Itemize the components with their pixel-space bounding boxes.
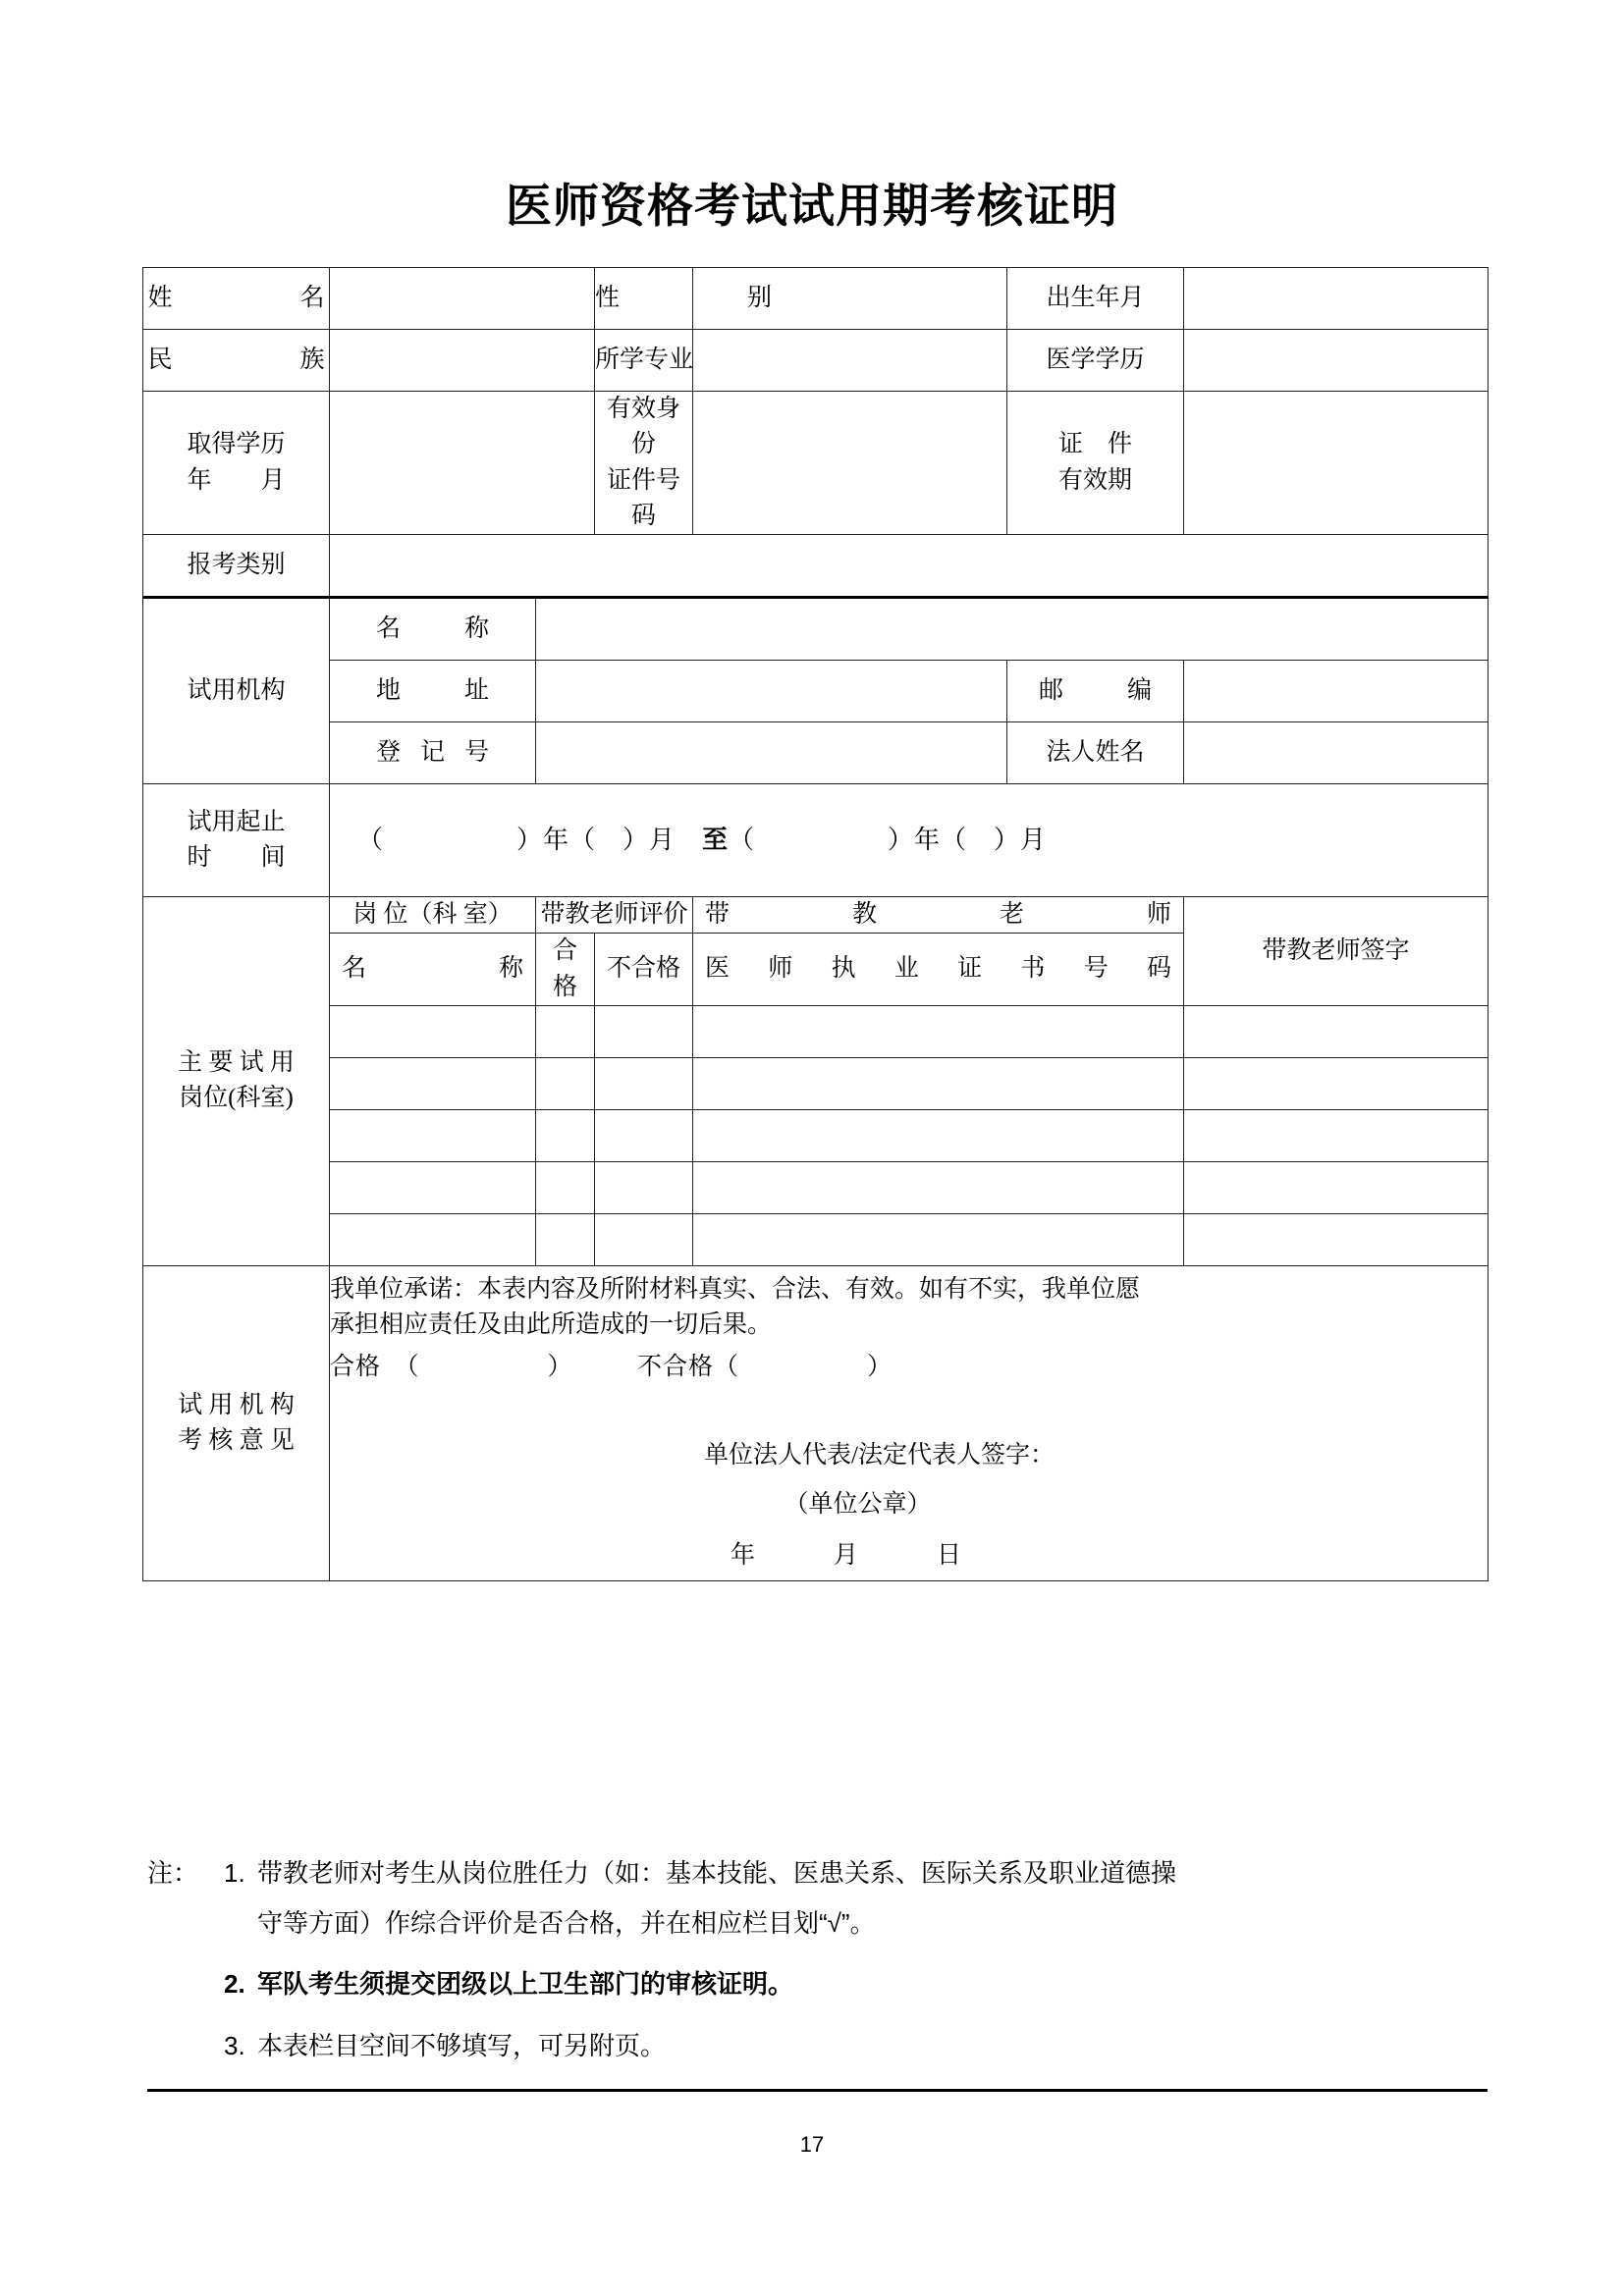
note-body-1: 带教老师对考生从岗位胜任力（如：基本技能、医患关系、医际关系及职业道德操	[257, 1858, 1177, 1888]
note-item-3	[147, 2024, 1492, 2068]
label-institution-section-text: 试用机构	[187, 676, 286, 704]
trial-period-end-text: （ ）年（ ）月	[729, 826, 1048, 855]
table-row	[143, 722, 1489, 784]
cell-pass[interactable]	[536, 1057, 595, 1109]
cell-license-no[interactable]	[693, 1005, 1184, 1057]
cell-signature[interactable]	[1184, 1213, 1489, 1265]
label-legal-person	[1007, 722, 1184, 784]
label-ethnicity	[143, 330, 330, 392]
label-ethnicity-text: 民 族	[147, 346, 325, 373]
label-id-validity-line2: 有效期	[1058, 466, 1133, 494]
cell-pass[interactable]	[536, 1109, 595, 1161]
label-degree-date-line2: 年 月	[187, 466, 286, 494]
label-register-no-text: 登记号	[376, 738, 489, 766]
label-degree-date	[143, 392, 330, 535]
table-row	[143, 268, 1489, 330]
label-register-no	[330, 722, 536, 784]
opinion-date-line	[330, 1538, 1488, 1574]
field-institution-address-value[interactable]	[536, 661, 1007, 722]
trial-period-date-line	[330, 816, 1488, 865]
table-row	[143, 1265, 1489, 1580]
cell-license-no[interactable]	[693, 1057, 1184, 1109]
col-header-fail-text: 不合格	[607, 955, 681, 983]
col-header-position-line2-text: 名 称	[342, 955, 523, 983]
cell-fail[interactable]	[595, 1057, 693, 1109]
label-medical-degree-text: 医学学历	[1046, 346, 1145, 373]
label-institution-address	[330, 661, 536, 722]
label-name	[143, 268, 330, 330]
col-header-evaluation	[536, 897, 693, 934]
label-apply-category-text: 报考类别	[187, 551, 286, 578]
label-institution-name	[330, 598, 536, 661]
table-row	[143, 598, 1489, 661]
table-row	[143, 897, 1489, 934]
cell-position-name[interactable]	[330, 1109, 536, 1161]
field-medical-degree-value[interactable]	[1184, 330, 1489, 392]
label-opinion-section	[143, 1265, 330, 1580]
form-table	[142, 267, 1489, 1581]
label-id-validity	[1007, 392, 1184, 535]
label-major-text: 所学专业	[595, 346, 694, 373]
label-institution-address-text: 地 址	[376, 676, 489, 704]
note-body-3: 本表栏目空间不够填写，可另附页。	[257, 2031, 667, 2061]
note-item-1	[147, 1851, 1492, 1896]
col-header-pass	[536, 934, 603, 1006]
label-id-number	[595, 392, 693, 535]
opinion-result-line[interactable]: 合格 （ ） 不合格（ ）	[330, 1353, 893, 1380]
label-id-validity-line1: 证 件	[1058, 431, 1133, 458]
col-header-license-line1-text: 带 教 老 师	[705, 901, 1172, 928]
label-major	[595, 330, 693, 392]
table-row	[143, 330, 1489, 392]
cell-signature[interactable]	[1184, 1005, 1489, 1057]
cell-license-no[interactable]	[693, 1213, 1184, 1265]
table-row	[143, 1057, 1489, 1109]
label-trial-period-line2: 时 间	[187, 844, 286, 871]
label-medical-degree	[1007, 330, 1184, 392]
opinion-paragraph-line2: 承担相应责任及由此所造成的一切后果。	[330, 1311, 773, 1339]
field-id-number-value[interactable]	[693, 392, 1007, 535]
field-name-value[interactable]	[330, 268, 595, 330]
label-gender-text: 性 别	[595, 284, 773, 311]
col-header-position-line1-text: 岗 位（科 室）	[352, 901, 513, 928]
cell-signature[interactable]	[1184, 1109, 1489, 1161]
table-row	[143, 535, 1489, 598]
note-body-2: 军队考生须提交团级以上卫生部门的审核证明。	[257, 1969, 794, 2000]
label-opinion-section-line2: 考 核 意 见	[178, 1426, 295, 1454]
table-row	[143, 1213, 1489, 1265]
cell-pass[interactable]	[536, 1213, 595, 1265]
field-ethnicity-value[interactable]	[330, 330, 595, 392]
table-row	[143, 784, 1489, 897]
field-legal-person-value[interactable]	[1184, 722, 1489, 784]
page-title: 医师资格考试试用期考核证明	[506, 180, 1118, 232]
trial-period-to-text: 至	[702, 826, 730, 855]
cell-fail[interactable]	[595, 1213, 693, 1265]
label-institution-name-text: 名 称	[376, 614, 489, 642]
field-register-no-value[interactable]	[536, 722, 1007, 784]
opinion-seal-text: （单位公章）	[784, 1491, 932, 1518]
label-apply-category	[143, 535, 330, 598]
field-apply-category-value[interactable]	[330, 535, 1489, 598]
opinion-signature-text: 单位法人代表/法定代表人签字：	[704, 1441, 1055, 1468]
col-header-signature	[1184, 897, 1489, 1006]
note-item-2	[147, 1962, 1492, 2006]
col-header-fail	[595, 934, 693, 1006]
field-birth-value[interactable]	[1184, 268, 1489, 330]
note-body-1-line2: 守等方面）作综合评价是否合格，并在相应栏目划“√”。	[257, 1907, 876, 1938]
cell-license-no[interactable]	[693, 1161, 1184, 1213]
field-postcode-value[interactable]	[1184, 661, 1489, 722]
label-legal-person-text: 法人姓名	[1046, 738, 1145, 766]
col-header-position-line1	[330, 897, 536, 934]
bottom-divider	[147, 2089, 1488, 2092]
label-birth-text: 出生年月	[1046, 284, 1145, 311]
label-degree-date-line1: 取得学历	[187, 431, 286, 458]
note-number-1: 1.	[224, 1858, 245, 1888]
opinion-date-text: 年 月 日	[731, 1542, 972, 1570]
cell-position-name[interactable]	[330, 1057, 536, 1109]
table-row	[143, 661, 1489, 722]
label-id-number-line2: 证件号码	[607, 466, 681, 529]
opinion-paragraph-line1: 我单位承诺：本表内容及所附材料真实、合法、有效。如有不实，我单位愿	[330, 1276, 1141, 1303]
notes-section	[147, 1851, 1492, 2074]
label-postcode	[1007, 661, 1184, 722]
label-gender	[595, 268, 773, 330]
field-major-value[interactable]	[693, 330, 1007, 392]
field-institution-name-value[interactable]	[536, 598, 1489, 661]
table-row	[143, 1005, 1489, 1057]
page-number: 17	[799, 2132, 825, 2157]
label-id-number-line1: 有效身份	[607, 396, 681, 458]
table-row	[143, 1109, 1489, 1161]
label-trial-period-line1: 试用起止	[187, 808, 286, 835]
label-opinion-section-line1: 试 用 机 构	[178, 1391, 295, 1418]
cell-fail[interactable]	[595, 1109, 693, 1161]
field-id-validity-value[interactable]	[1184, 392, 1489, 535]
cell-fail[interactable]	[595, 1005, 693, 1057]
cell-fail[interactable]	[595, 1161, 693, 1213]
label-positions-section	[143, 897, 330, 1266]
cell-pass[interactable]	[536, 1005, 595, 1057]
label-positions-section-line2: 岗位(科室)	[179, 1085, 294, 1112]
label-postcode-text: 邮 编	[1039, 676, 1153, 704]
table-row	[143, 1161, 1489, 1213]
cell-position-name[interactable]	[330, 1161, 536, 1213]
note-number-2: 2.	[224, 1969, 245, 2000]
label-trial-period	[143, 784, 330, 897]
col-header-signature-text: 带教老师签字	[1262, 936, 1410, 964]
field-degree-date-value[interactable]	[330, 392, 595, 535]
opinion-signature-line	[330, 1438, 1488, 1473]
field-trial-period-value[interactable]	[330, 784, 1489, 897]
cell-position-name[interactable]	[330, 1005, 536, 1057]
label-name-text: 姓 名	[147, 284, 325, 311]
notes-label: 注：	[147, 1858, 199, 1888]
label-birth	[1007, 268, 1184, 330]
cell-pass[interactable]	[536, 1161, 595, 1213]
cell-license-no[interactable]	[693, 1109, 1184, 1161]
table-row	[143, 392, 1489, 535]
label-institution-section	[143, 598, 330, 784]
col-header-license-line2	[693, 934, 1184, 1006]
col-header-license-line1	[693, 897, 1184, 934]
cell-signature[interactable]	[1184, 1057, 1489, 1109]
trial-period-start-text: （ ）年（ ）月	[357, 826, 703, 855]
opinion-seal-line	[330, 1487, 1488, 1522]
col-header-license-line2-text: 医 师 执 业 证 书 号 码	[705, 955, 1172, 983]
cell-position-name[interactable]	[330, 1213, 536, 1265]
certificate-form	[142, 267, 1488, 1581]
opinion-content[interactable]	[330, 1265, 1489, 1580]
col-header-evaluation-text: 带教老师评价	[540, 901, 688, 928]
col-header-position-line2	[330, 934, 536, 1006]
note-number-3: 3.	[224, 2031, 245, 2061]
label-positions-section-line1: 主 要 试 用	[178, 1049, 295, 1077]
cell-signature[interactable]	[1184, 1161, 1489, 1213]
col-header-pass-text: 合 格	[553, 937, 603, 1000]
